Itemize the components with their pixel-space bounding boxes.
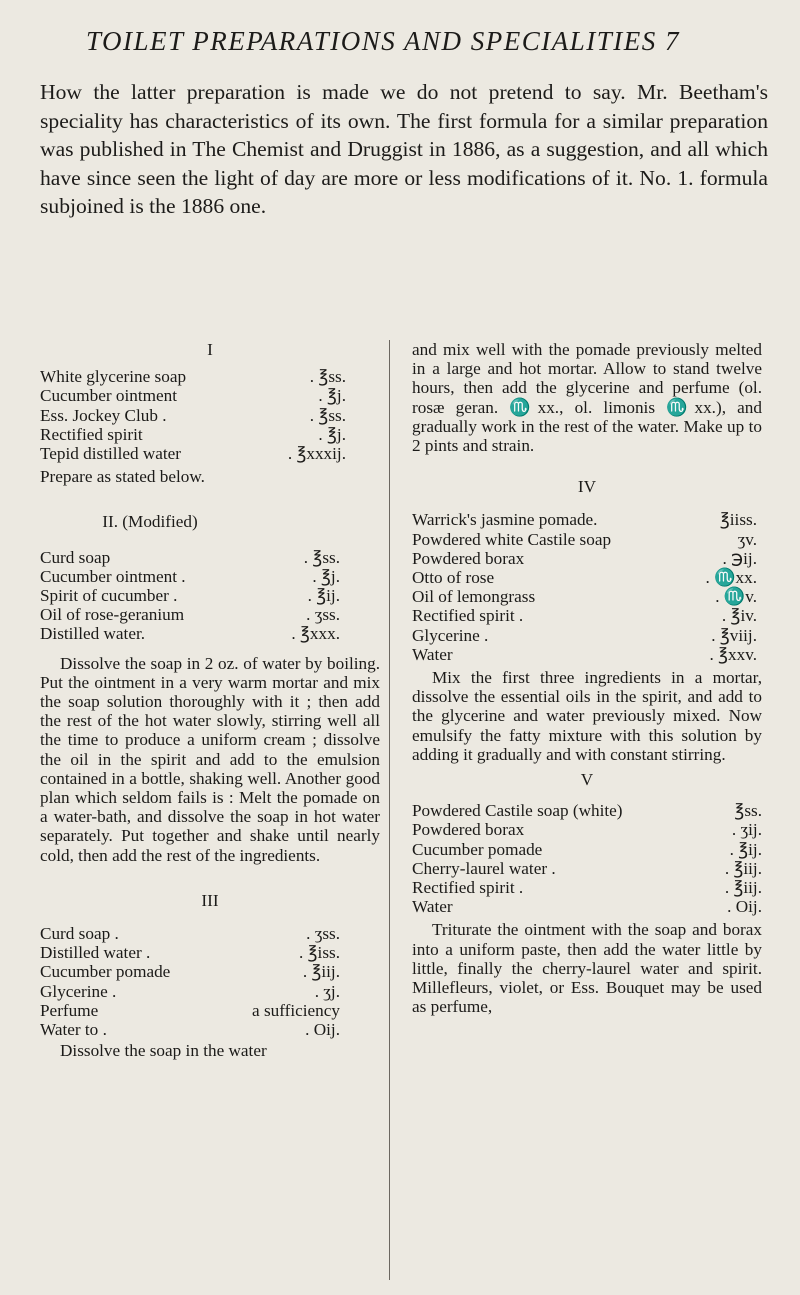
ingredient-name: Curd soap .: [40, 924, 119, 944]
ingredient-quantity: . ℥j.: [318, 386, 346, 406]
ingredient-row: [40, 1020, 340, 1039]
ingredient-name: Warrick's jasmine pomade.: [412, 510, 598, 530]
ingredient-quantity: . ʒj.: [314, 981, 340, 1001]
ingredient-row: [412, 606, 757, 625]
formula-numeral: I: [207, 340, 213, 359]
ingredient-quantity: . ℥ss.: [303, 547, 340, 567]
ingredient-name: Glycerine .: [40, 981, 117, 1001]
ingredient-row: [40, 367, 346, 386]
formula-directions: Dissolve the soap in 2 oz. of water by boiling. Put the ointment in a very warm mortar and mix the soap solution thoroughly with it ; then add the rest of the hot water slowly, stirring well all the time to produce a uniform cream ; dissolve the oil in the spirit and add to the emulsion contained in a bottle, shaking well. Another good plan which seldom fails is : Melt the pomade on a water-bath, and dissolve the soap in hot water separately. Put together and shake until nearly cold, then add the rest of the ingredients.: [40, 653, 380, 865]
ingredient-name: Distilled water.: [40, 624, 146, 644]
ingredient-row: [40, 943, 340, 962]
formula-5: [412, 770, 762, 1016]
ingredient-row: [40, 1001, 340, 1020]
ingredient-quantity: . ℥xxx.: [291, 624, 340, 644]
ingredient-name: Water: [412, 644, 453, 664]
ingredient-name: Curd soap: [40, 547, 111, 567]
continued-directions: and mix well with the pomade previously melted in a large and hot mortar. Allow to stand twelve hours, then add the glycerine and perfume (ol. rosæ geran. ♏xx., ol. limonis ♏xx.), and gradually work in the rest of the water. Make up to 2 pints and strain.: [412, 340, 762, 456]
ingredient-row: [40, 425, 346, 444]
ingredient-quantity: . ℥ss.: [309, 367, 346, 387]
ingredient-quantity: . ♏xx.: [705, 568, 757, 588]
ingredient-quantity: . ℥iij.: [724, 878, 762, 898]
ingredient-row: [40, 605, 340, 624]
ingredient-name: White glycerine soap: [40, 367, 187, 387]
ingredient-name: Water: [412, 897, 453, 917]
intro-paragraph: [40, 78, 768, 221]
ingredient-name: Cucumber pomade: [40, 962, 171, 982]
ingredient-row: [40, 548, 340, 567]
ingredient-row: [412, 568, 757, 587]
ingredient-list: [40, 924, 340, 1039]
ingredient-row: [40, 586, 340, 605]
ingredient-quantity: . ℥iss.: [299, 943, 340, 963]
ingredient-name: Water to .: [40, 1020, 107, 1040]
ingredient-row: [40, 624, 340, 643]
ingredient-quantity: . ʒss.: [306, 924, 340, 944]
ingredient-name: Rectified spirit .: [412, 878, 524, 898]
ingredient-row: [40, 406, 346, 425]
formula-numeral: II. (Modified): [102, 512, 198, 532]
ingredient-name: Otto of rose: [412, 568, 495, 588]
ingredient-quantity: . ♏v.: [715, 587, 757, 607]
ingredient-quantity: . ℥viij.: [711, 625, 757, 645]
ingredient-name: Cucumber pomade: [412, 839, 543, 859]
ingredient-quantity: . ℥ij.: [307, 586, 340, 606]
ingredient-list: [40, 548, 340, 644]
right-column: [412, 340, 762, 1017]
ingredient-quantity: . ℥j.: [318, 424, 346, 444]
ingredient-quantity: ℥iiss.: [719, 510, 757, 530]
ingredient-name: Rectified spirit: [40, 424, 143, 444]
ingredient-list: [40, 367, 346, 463]
running-head: TOILET PREPARATIONS AND SPECIALITIES 7: [86, 26, 681, 56]
ingredient-name: Rectified spirit .: [412, 606, 524, 626]
ingredient-quantity: ʒv.: [737, 529, 757, 549]
ingredient-list: [412, 801, 762, 916]
ingredient-quantity: . ℥ss.: [309, 405, 346, 425]
ingredient-name: Oil of lemongrass: [412, 587, 536, 607]
formula-numeral: III: [201, 890, 219, 910]
ingredient-row: [412, 510, 757, 529]
ingredient-quantity: a sufficiency: [252, 1000, 340, 1020]
ingredient-name: Tepid distilled water: [40, 444, 182, 464]
ingredient-row: [412, 587, 757, 606]
ingredient-quantity: . ℥ij.: [729, 839, 762, 859]
ingredient-name: Spirit of cucumber .: [40, 586, 178, 606]
ingredient-row: [412, 801, 762, 820]
ingredient-row: [40, 567, 340, 586]
ingredient-name: Glycerine .: [412, 625, 489, 645]
ingredient-quantity: . ℥iij.: [724, 858, 762, 878]
ingredient-quantity: . ℈ij.: [722, 548, 757, 568]
ingredient-name: Perfume: [40, 1000, 99, 1020]
ingredient-name: Powdered borax: [412, 820, 525, 840]
ingredient-quantity: ℥ss.: [734, 801, 762, 821]
formula-numeral: IV: [577, 477, 597, 497]
ingredient-quantity: . ʒss.: [306, 605, 340, 625]
ingredient-quantity: . ℥iij.: [302, 962, 340, 982]
ingredient-row: [412, 820, 762, 839]
ingredient-name: Cucumber ointment .: [40, 566, 186, 586]
formula-1: [40, 340, 380, 486]
ingredient-name: Powdered borax: [412, 548, 525, 568]
column-divider: [389, 340, 390, 1280]
formula-directions: Mix the first three ingredients in a mortar, dissolve the essential oils in the spirit, and add to the glycerine and water previously mixed. Now emulsify the fatty mixture with this solution by adding it gradually and with constant stirring.: [412, 668, 762, 764]
formula-directions: Dissolve the soap in the water: [60, 1041, 267, 1061]
ingredient-list: [412, 510, 757, 664]
ingredient-name: Distilled water .: [40, 943, 151, 963]
ingredient-row: [40, 924, 340, 943]
formula-4: [412, 477, 762, 764]
ingredient-row: [40, 982, 340, 1001]
formula-directions: Triturate the ointment with the soap and borax into a uniform paste, then add the water little by little, finally the cherry-laurel water and spirit. Millefleurs, violet, or Ess. Bouquet may be used as perfume,: [412, 920, 762, 1017]
formula-numeral: V: [580, 770, 594, 790]
ingredient-quantity: . Oij.: [305, 1020, 340, 1040]
ingredient-row: [40, 386, 346, 405]
ingredient-name: Oil of rose-geranium: [40, 605, 185, 625]
ingredient-row: [40, 444, 346, 463]
ingredient-quantity: . ℥iv.: [721, 606, 757, 626]
ingredient-row: [412, 897, 762, 916]
ingredient-row: [412, 878, 762, 897]
ingredient-name: Powdered Castile soap (white): [412, 801, 623, 821]
ingredient-row: [412, 859, 762, 878]
ingredient-quantity: . Oij.: [727, 897, 762, 917]
ingredient-row: [412, 645, 757, 664]
ingredient-name: Cucumber ointment: [40, 386, 177, 406]
ingredient-row: [412, 530, 757, 549]
ingredient-row: [412, 549, 757, 568]
ingredient-quantity: . ℥xxv.: [709, 644, 757, 664]
left-column: [40, 340, 380, 1061]
formula-2: [40, 512, 380, 864]
intro-text: How the latter preparation is made we do not pretend to say. Mr. Beetham's speciality has characteristics of its own. The first formula for a similar preparation was published in The Chemist and Druggist in 1886, as a suggestion, and all which have since seen the light of day are more or less modifications of it. No. 1. formula subjoined is the 1886 one.: [40, 80, 768, 218]
formula-note: Prepare as stated below.: [40, 467, 205, 487]
ingredient-quantity: . ℥j.: [312, 566, 340, 586]
ingredient-row: [412, 840, 762, 859]
formula-3: [40, 891, 380, 1061]
ingredient-quantity: . ʒij.: [731, 820, 762, 840]
ingredient-row: [412, 626, 757, 645]
ingredient-row: [40, 962, 340, 981]
ingredient-name: Ess. Jockey Club .: [40, 405, 167, 425]
ingredient-name: Cherry-laurel water .: [412, 858, 556, 878]
ingredient-quantity: . ℥xxxij.: [287, 444, 346, 464]
ingredient-name: Powdered white Castile soap: [412, 529, 612, 549]
